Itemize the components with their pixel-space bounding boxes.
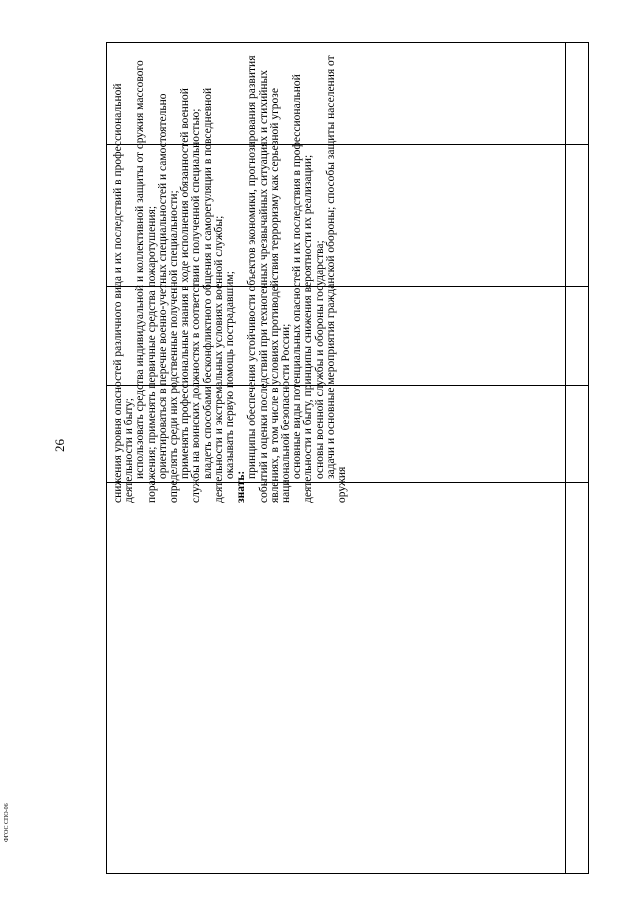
content-line: использовать средства индивидуальной и коллективной защиты от оружия массового поражения; применять первичные средства пожаротушения; [134, 60, 158, 503]
content-line: снижения уровня опасностей различного вида и их последствий в профессиональной деятельности и быту; [112, 83, 136, 503]
content-line: оказывать первую помощь пострадавшим; [224, 271, 237, 479]
footer-code: ФГОС СПО-06 [4, 803, 10, 842]
content-line: принципы обеспечения устойчивости объектов экономики, прогнозирования развития событий и оценки последствий при техногенных чрезвычайных ситуациях и стихийных явлениях, в том числе в условиях противодействия терроризму как серьезной угрозе национальной безопасности России; [246, 55, 293, 503]
curriculum-table [106, 42, 589, 874]
section-heading-know: знать: [235, 470, 248, 503]
content-line: применять профессиональные знания в ходе исполнения обязанностей военной службы на воинских должностях в соответствии с полученной специальностью; [179, 88, 203, 503]
page-number: 26 [52, 439, 67, 452]
content-line: задачи и основные мероприятия гражданской обороны; способы защиты населения от оружия [324, 55, 349, 503]
competency-text-cell [113, 51, 587, 503]
content-line: ориентироваться в перечне военно-учетных специальностей и самостоятельно определять среди них родственные полученной специальности; [156, 93, 181, 503]
content-line: основы военной службы и обороны государства; [313, 240, 326, 479]
content-line: основные виды потенциальных опасностей и их последствия в профессиональной деятельности и быту, принципы снижения вероятности их реализации; [291, 74, 315, 503]
content-line: владеть способами бесконфликтного общения и саморегуляции в повседневной деятельности и экстремальных условиях военной службы; [201, 87, 225, 503]
